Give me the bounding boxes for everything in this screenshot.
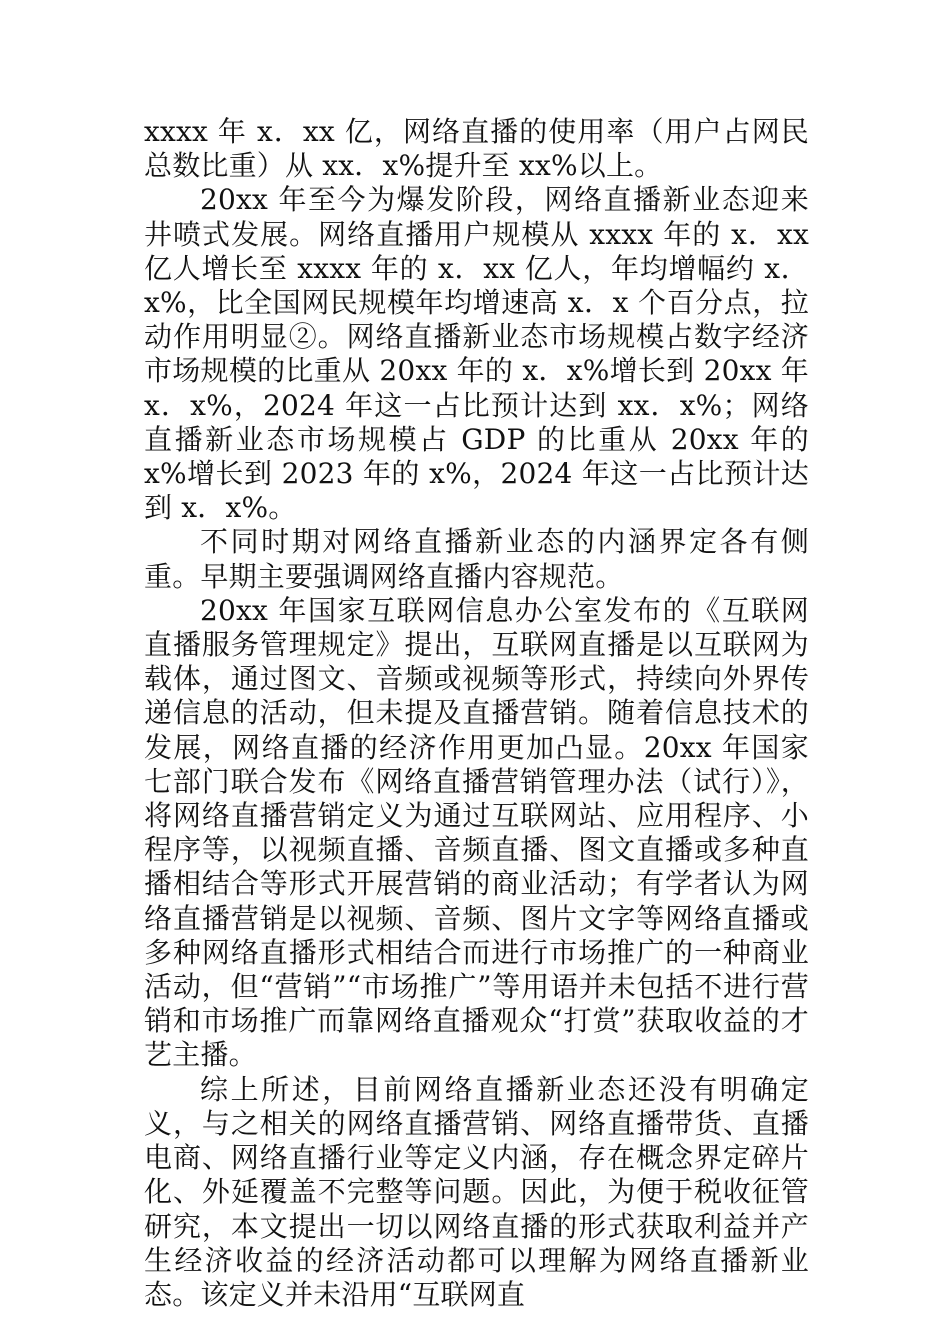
paragraph-definition-intro: 不同时期对网络直播新业态的内涵界定各有侧重。早期主要强调网络直播内容规范。	[144, 525, 809, 593]
paragraph-explosion-stage: 20xx 年至今为爆发阶段，网络直播新业态迎来井喷式发展。网络直播用户规模从 xxxx 年的 x．xx 亿人增长至 xxxx 年的 x．xx 亿人，年均增幅约 x．x%，比全国网民规模年均增速高 x．x 个百分点，拉动作用明显②。网络直播新业态市场规模占数字经济市场规模的比重从 20xx 年的 x．x%增长到 20xx 年 x．x%，2024 年这一占比预计达到 xx．x%；网络直播新业态市场规模占 GDP 的比重从 20xx 年的 x%增长到 2023 年的 x%，2024 年这一占比预计达到 x．x%。	[144, 183, 809, 525]
paragraph-continuation: xxxx 年 x．xx 亿，网络直播的使用率（用户占网民总数比重）从 xx．x%提升至 xx%以上。	[144, 115, 809, 183]
paragraph-summary: 综上所述，目前网络直播新业态还没有明确定义，与之相关的网络直播营销、网络直播带货、直播电商、网络直播行业等定义内涵，存在概念界定碎片化、外延覆盖不完整等问题。因此，为便于税收征管研究，本文提出一切以网络直播的形式获取利益并产生经济收益的经济活动都可以理解为网络直播新业态。该定义并未沿用“互联网直	[144, 1072, 809, 1311]
paragraph-regulations: 20xx 年国家互联网信息办公室发布的《互联网直播服务管理规定》提出，互联网直播是以互联网为载体，通过图文、音频或视频等形式，持续向外界传递信息的活动，但未提及直播营销。随着信息技术的发展，网络直播的经济作用更加凸显。20xx 年国家七部门联合发布《网络直播营销管理办法（试行）》，将网络直播营销定义为通过互联网站、应用程序、小程序等，以视频直播、音频直播、图文直播或多种直播相结合等形式开展营销的商业活动；有学者认为网络直播营销是以视频、音频、图片文字等网络直播或多种网络直播形式相结合而进行市场推广的一种商业活动，但“营销”“市场推广”等用语并未包括不进行营销和市场推广而靠网络直播观众“打赏”获取收益的才艺主播。	[144, 593, 809, 1072]
document-body	[144, 115, 809, 1312]
